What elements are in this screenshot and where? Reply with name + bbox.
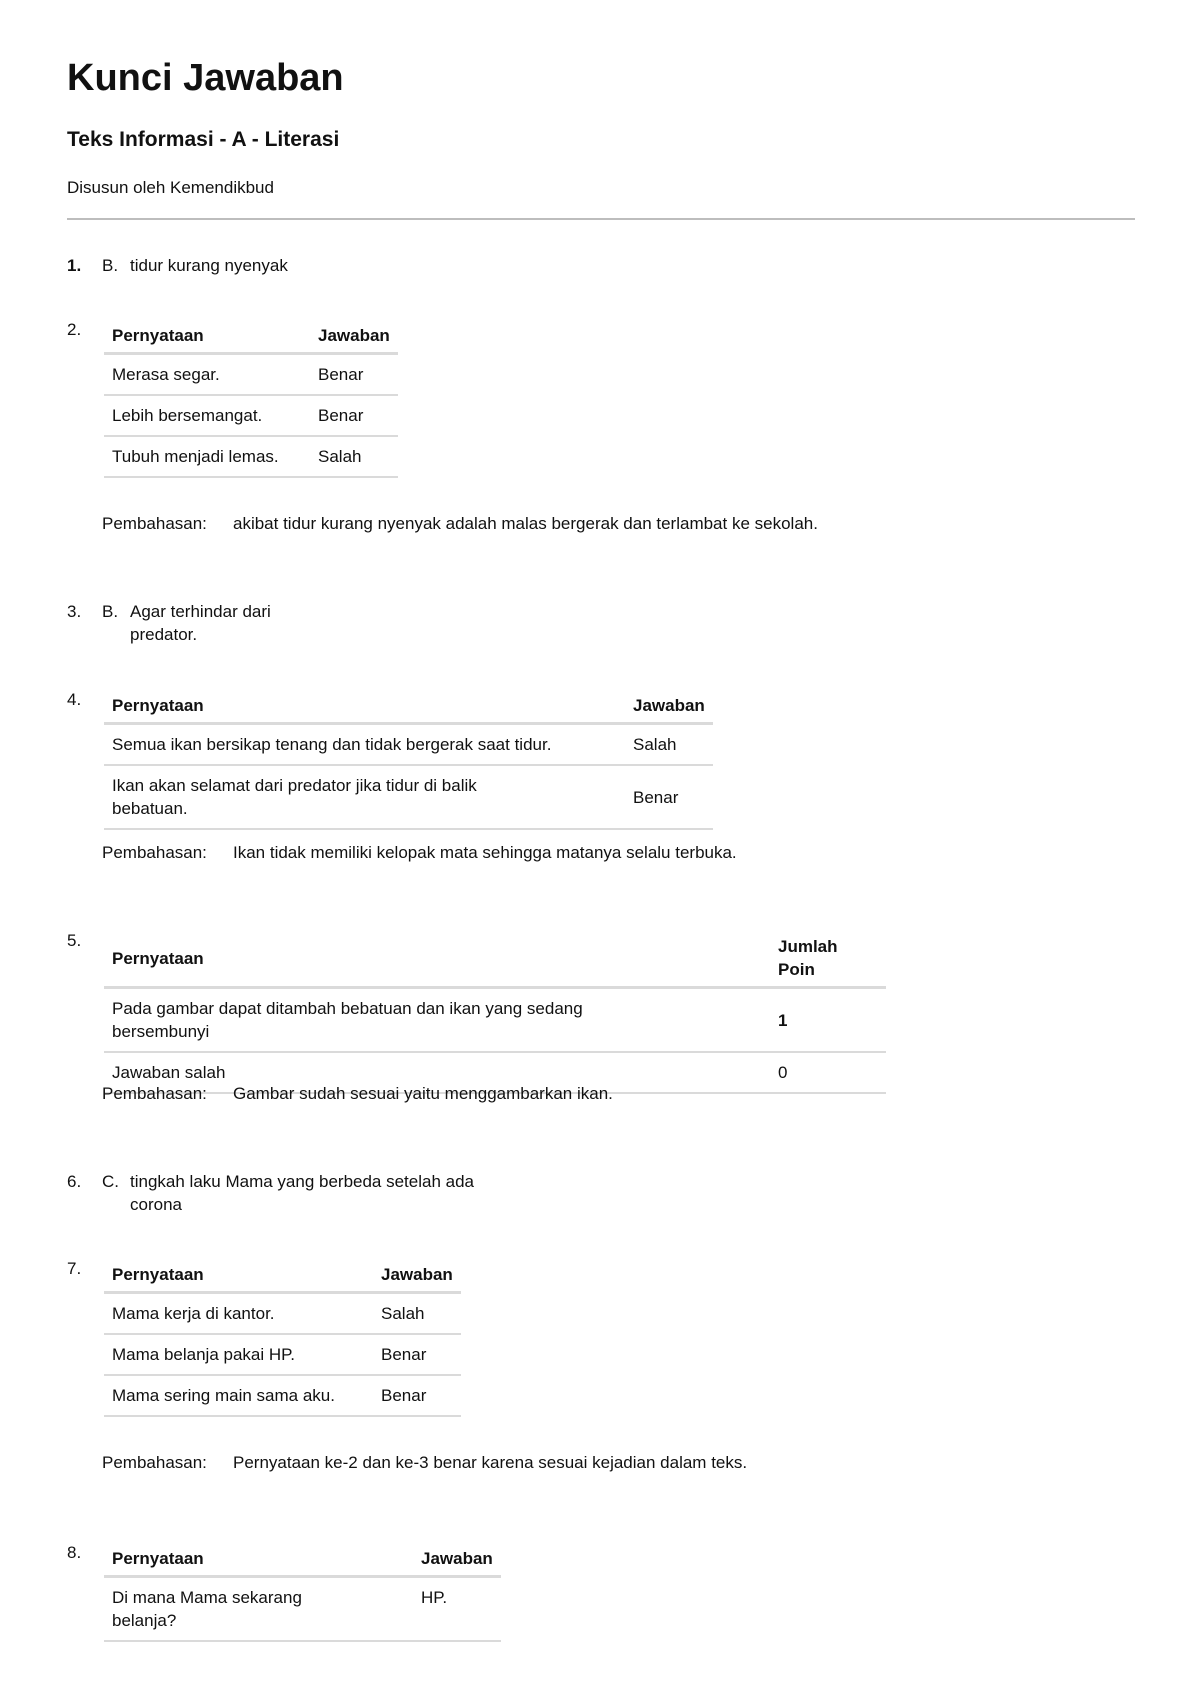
answer-cell: Benar: [373, 1335, 461, 1376]
table-header-row: [104, 688, 713, 725]
question-7: [67, 1257, 1135, 1502]
answer-cell: Benar: [373, 1376, 461, 1417]
column-header: Jawaban: [310, 318, 398, 355]
question-number: 7.: [67, 1259, 82, 1278]
column-header: Pernyataan: [104, 1257, 373, 1294]
explanation: [102, 841, 862, 887]
answer-cell: Benar: [310, 396, 398, 437]
column-header: Pernyataan: [104, 1541, 413, 1578]
statement-text: Di mana Mama sekarang belanja?: [112, 1588, 302, 1630]
question-number: 3.: [67, 602, 82, 621]
statement-text: Mama sering main sama aku.: [112, 1386, 335, 1405]
statement-text: Pada gambar dapat ditambah bebatuan dan ikan yang sedang bersembunyi: [112, 999, 583, 1041]
author-line: Disusun oleh Kemendikbud: [67, 178, 274, 197]
table-row: [104, 355, 398, 396]
column-header: Jawaban: [373, 1257, 461, 1294]
explanation-label: Pembahasan:: [102, 514, 207, 533]
question-number: 2.: [67, 320, 82, 339]
answer-table: [104, 1541, 501, 1642]
explanation-text: akibat tidur kurang nyenyak adalah malas bergerak dan terlambat ke sekolah.: [233, 514, 818, 533]
table-row: [104, 1376, 461, 1417]
explanation-text: Gambar sudah sesuai yaitu menggambarkan ikan.: [233, 1084, 613, 1103]
table-row: [104, 1335, 461, 1376]
explanation-label: Pembahasan:: [102, 1084, 207, 1103]
question-number: 1.: [67, 256, 82, 275]
explanation: [102, 512, 862, 558]
explanation-text: Ikan tidak memiliki kelopak mata sehingga matanya selalu terbuka.: [233, 843, 737, 862]
table-header-row: [104, 318, 398, 355]
statement-cell: [104, 1376, 373, 1417]
points-cell: 1: [770, 989, 886, 1053]
points-table: [104, 929, 886, 1094]
explanation-label: Pembahasan:: [102, 843, 207, 862]
question-number: 6.: [67, 1172, 82, 1191]
answer-cell: Benar: [310, 355, 398, 396]
answer-text: tidur kurang nyenyak: [130, 256, 288, 275]
points-cell: 0: [770, 1053, 886, 1094]
answer-cell: Salah: [625, 725, 713, 766]
question-5: [67, 929, 1135, 1129]
answer-cell: HP.: [413, 1578, 501, 1642]
statement-cell: [104, 989, 770, 1053]
table-row: [104, 396, 398, 437]
question-1: [67, 254, 667, 277]
statement-cell: Lebih bersemangat.: [104, 396, 310, 437]
table-row: [104, 725, 713, 766]
table-row: [104, 989, 886, 1053]
explanation: [102, 1451, 862, 1497]
explanation: [102, 1082, 862, 1128]
question-2: [67, 318, 1135, 563]
header-divider: [67, 218, 1135, 220]
table-row: [104, 766, 713, 830]
statement-cell: [104, 1578, 413, 1642]
column-header: Pernyataan: [104, 318, 310, 355]
answer-text: Agar terhindar dari predator.: [130, 602, 271, 644]
column-header: Jawaban: [625, 688, 713, 725]
answer-table: [104, 1257, 461, 1417]
question-number: 8.: [67, 1543, 82, 1562]
answer-table: [104, 688, 713, 830]
column-header: Jumlah Poin: [770, 929, 886, 989]
table-row: [104, 437, 398, 478]
column-header: Pernyataan: [104, 929, 770, 989]
answer-text: tingkah laku Mama yang berbeda setelah ada corona: [130, 1172, 475, 1214]
statement-cell: Mama belanja pakai HP.: [104, 1335, 373, 1376]
statement-cell: Merasa segar.: [104, 355, 310, 396]
answer-option-letter: B.: [102, 256, 119, 275]
question-4: [67, 688, 1135, 888]
table-header-row: [104, 1257, 461, 1294]
statement-cell: [104, 766, 625, 830]
statement-cell: Tubuh menjadi lemas.: [104, 437, 310, 478]
question-6: [67, 1170, 667, 1216]
question-8: [67, 1541, 1135, 1641]
statement-text: Ikan akan selamat dari predator jika tidur di balik bebatuan.: [112, 776, 477, 818]
answer-table: [104, 318, 398, 478]
answer-option-letter: B.: [102, 602, 119, 621]
question-number: 4.: [67, 690, 82, 709]
question-number: 5.: [67, 931, 82, 950]
table-header-row: [104, 929, 886, 989]
page-title: Kunci Jawaban: [67, 57, 344, 99]
answer-cell: Benar: [625, 766, 713, 830]
page-subtitle: Teks Informasi - A - Literasi: [67, 128, 340, 151]
answer-option-letter: C.: [102, 1172, 119, 1191]
statement-cell: Semua ikan bersikap tenang dan tidak bergerak saat tidur.: [104, 725, 625, 766]
table-row: [104, 1578, 501, 1642]
table-row: [104, 1294, 461, 1335]
answer-cell: Salah: [310, 437, 398, 478]
explanation-text: Pernyataan ke-2 dan ke-3 benar karena sesuai kejadian dalam teks.: [233, 1453, 748, 1472]
table-header-row: [104, 1541, 501, 1578]
answer-cell: Salah: [373, 1294, 461, 1335]
column-header: Pernyataan: [104, 688, 625, 725]
explanation-label: Pembahasan:: [102, 1453, 207, 1472]
question-3: [67, 600, 667, 646]
statement-cell: Mama kerja di kantor.: [104, 1294, 373, 1335]
column-header: Jawaban: [413, 1541, 501, 1578]
statement-cell: Jawaban salah: [104, 1053, 770, 1094]
